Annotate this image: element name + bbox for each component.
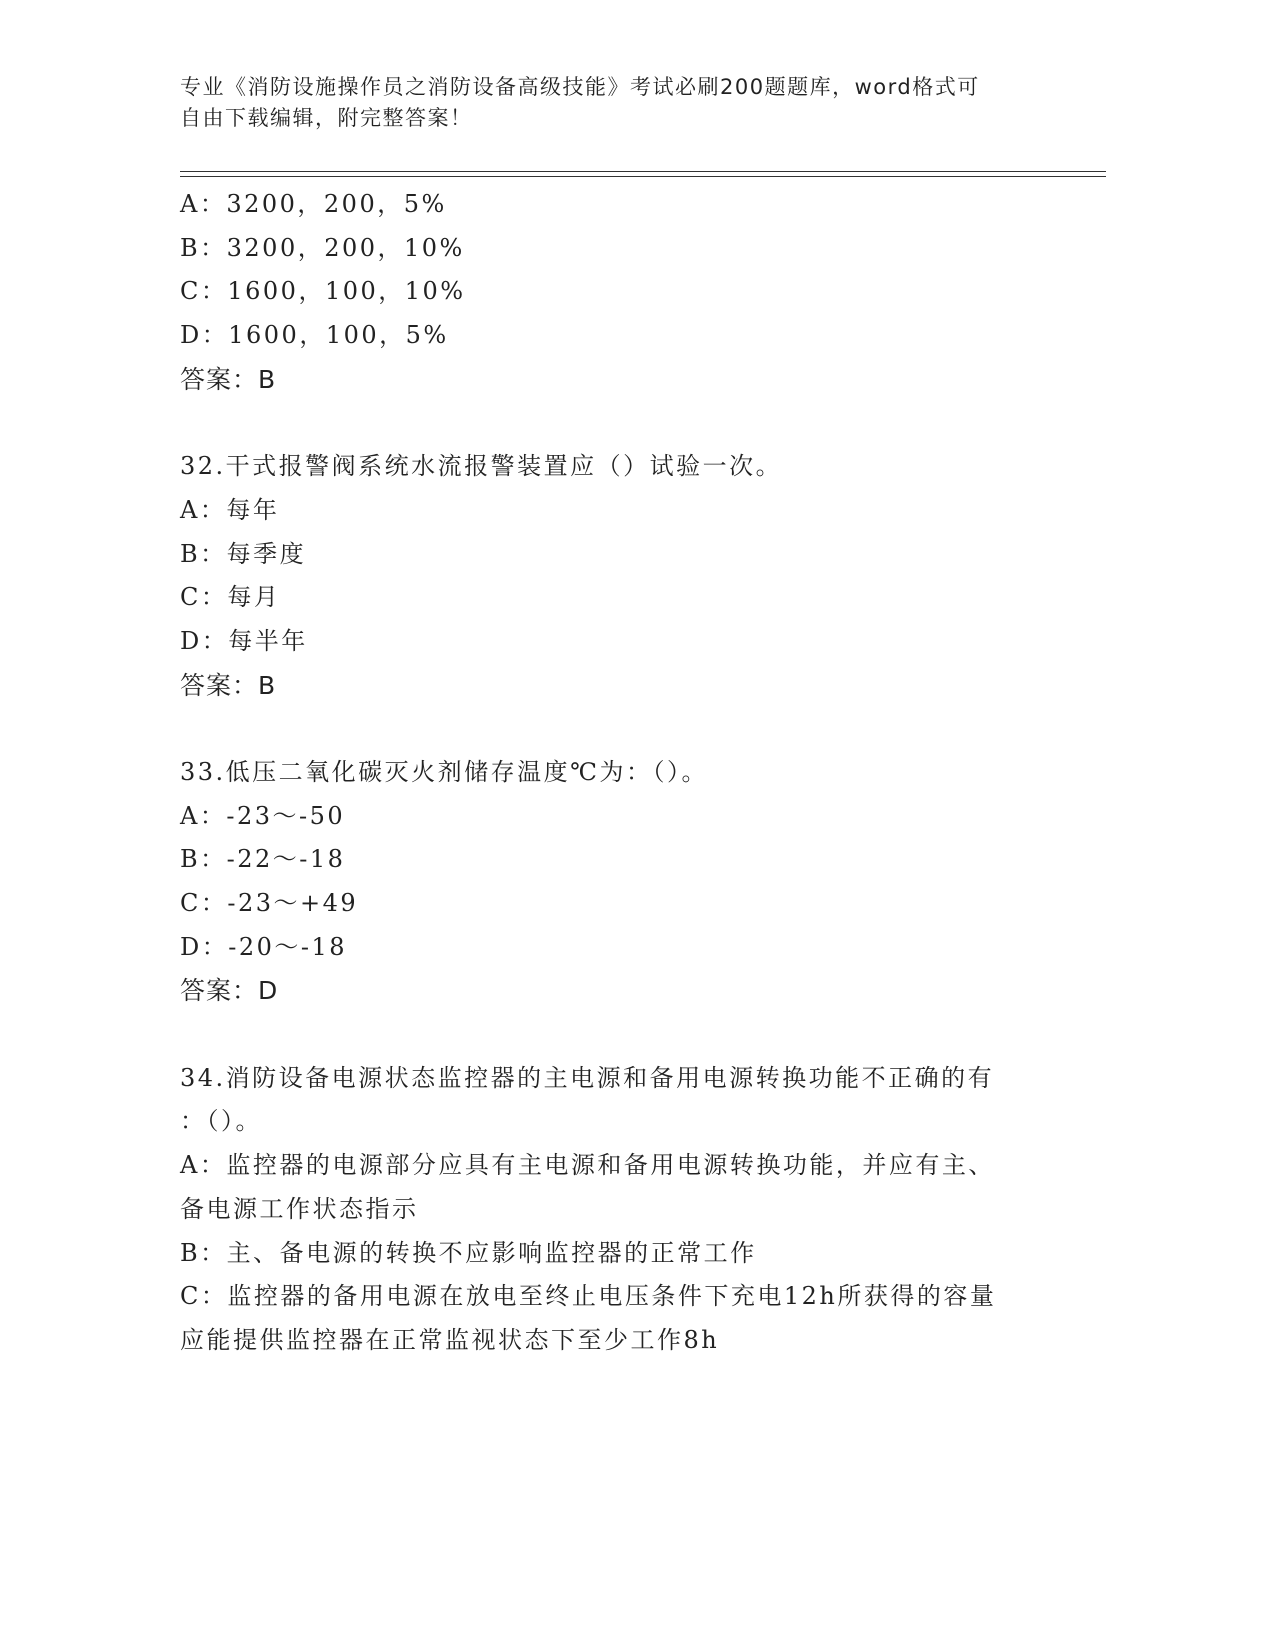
option-b: B：3200，200，10% bbox=[180, 233, 465, 262]
answer-line: 答案：B bbox=[180, 364, 277, 394]
answer-line: 答案：B bbox=[180, 670, 277, 700]
question-text-line-2: ：（）。 bbox=[180, 1107, 262, 1136]
option-c-line-2: 应能提供监控器在正常监视状态下至少工作8h bbox=[180, 1325, 720, 1354]
question-34 bbox=[180, 1057, 1120, 1363]
question-31-options bbox=[180, 183, 1120, 401]
spacer bbox=[180, 401, 1120, 445]
option-b: B：每季度 bbox=[180, 539, 307, 568]
option-b: B：-22～-18 bbox=[180, 845, 346, 874]
question-text: 33.低压二氧化碳灭火剂储存温度℃为：（）。 bbox=[180, 757, 709, 786]
question-text: 32.干式报警阀系统水流报警装置应（）试验一次。 bbox=[180, 452, 783, 481]
spacer bbox=[180, 707, 1120, 751]
option-c: C：-23～+49 bbox=[180, 889, 359, 917]
option-a-line-1: A：监控器的电源部分应具有主电源和备用电源转换功能，并应有主、 bbox=[180, 1151, 995, 1180]
question-32 bbox=[180, 445, 1120, 707]
option-a: A：每年 bbox=[180, 495, 280, 524]
option-a: A：-23～-50 bbox=[180, 801, 346, 830]
spacer bbox=[180, 1013, 1120, 1057]
answer-line: 答案：D bbox=[180, 976, 279, 1006]
header-divider-top bbox=[180, 171, 1106, 172]
option-c-line-1: C：监控器的备用电源在放电至终止电压条件下充电12h所获得的容量 bbox=[180, 1282, 997, 1311]
option-d: D：1600，100，5% bbox=[180, 321, 449, 350]
option-d: D：每半年 bbox=[180, 626, 308, 655]
header-title-line-1: 专业《消防设施操作员之消防设备高级技能》考试必刷200题题库，word格式可 bbox=[180, 75, 980, 99]
option-a: A：3200，200，5% bbox=[180, 190, 447, 218]
option-c: C：每月 bbox=[180, 583, 281, 612]
header-divider-bottom bbox=[180, 176, 1106, 177]
document-header bbox=[180, 72, 1080, 134]
question-33 bbox=[180, 751, 1120, 1013]
question-text-line-1: 34.消防设备电源状态监控器的主电源和备用电源转换功能不正确的有 bbox=[180, 1063, 995, 1092]
option-a-line-2: 备电源工作状态指示 bbox=[180, 1194, 419, 1223]
option-c: C：1600，100，10% bbox=[180, 277, 466, 306]
question-content bbox=[180, 183, 1120, 1363]
option-d: D：-20～-18 bbox=[180, 932, 348, 961]
header-title-line-2: 自由下载编辑，附完整答案！ bbox=[180, 106, 473, 130]
option-b: B：主、备电源的转换不应影响监控器的正常工作 bbox=[180, 1238, 757, 1267]
